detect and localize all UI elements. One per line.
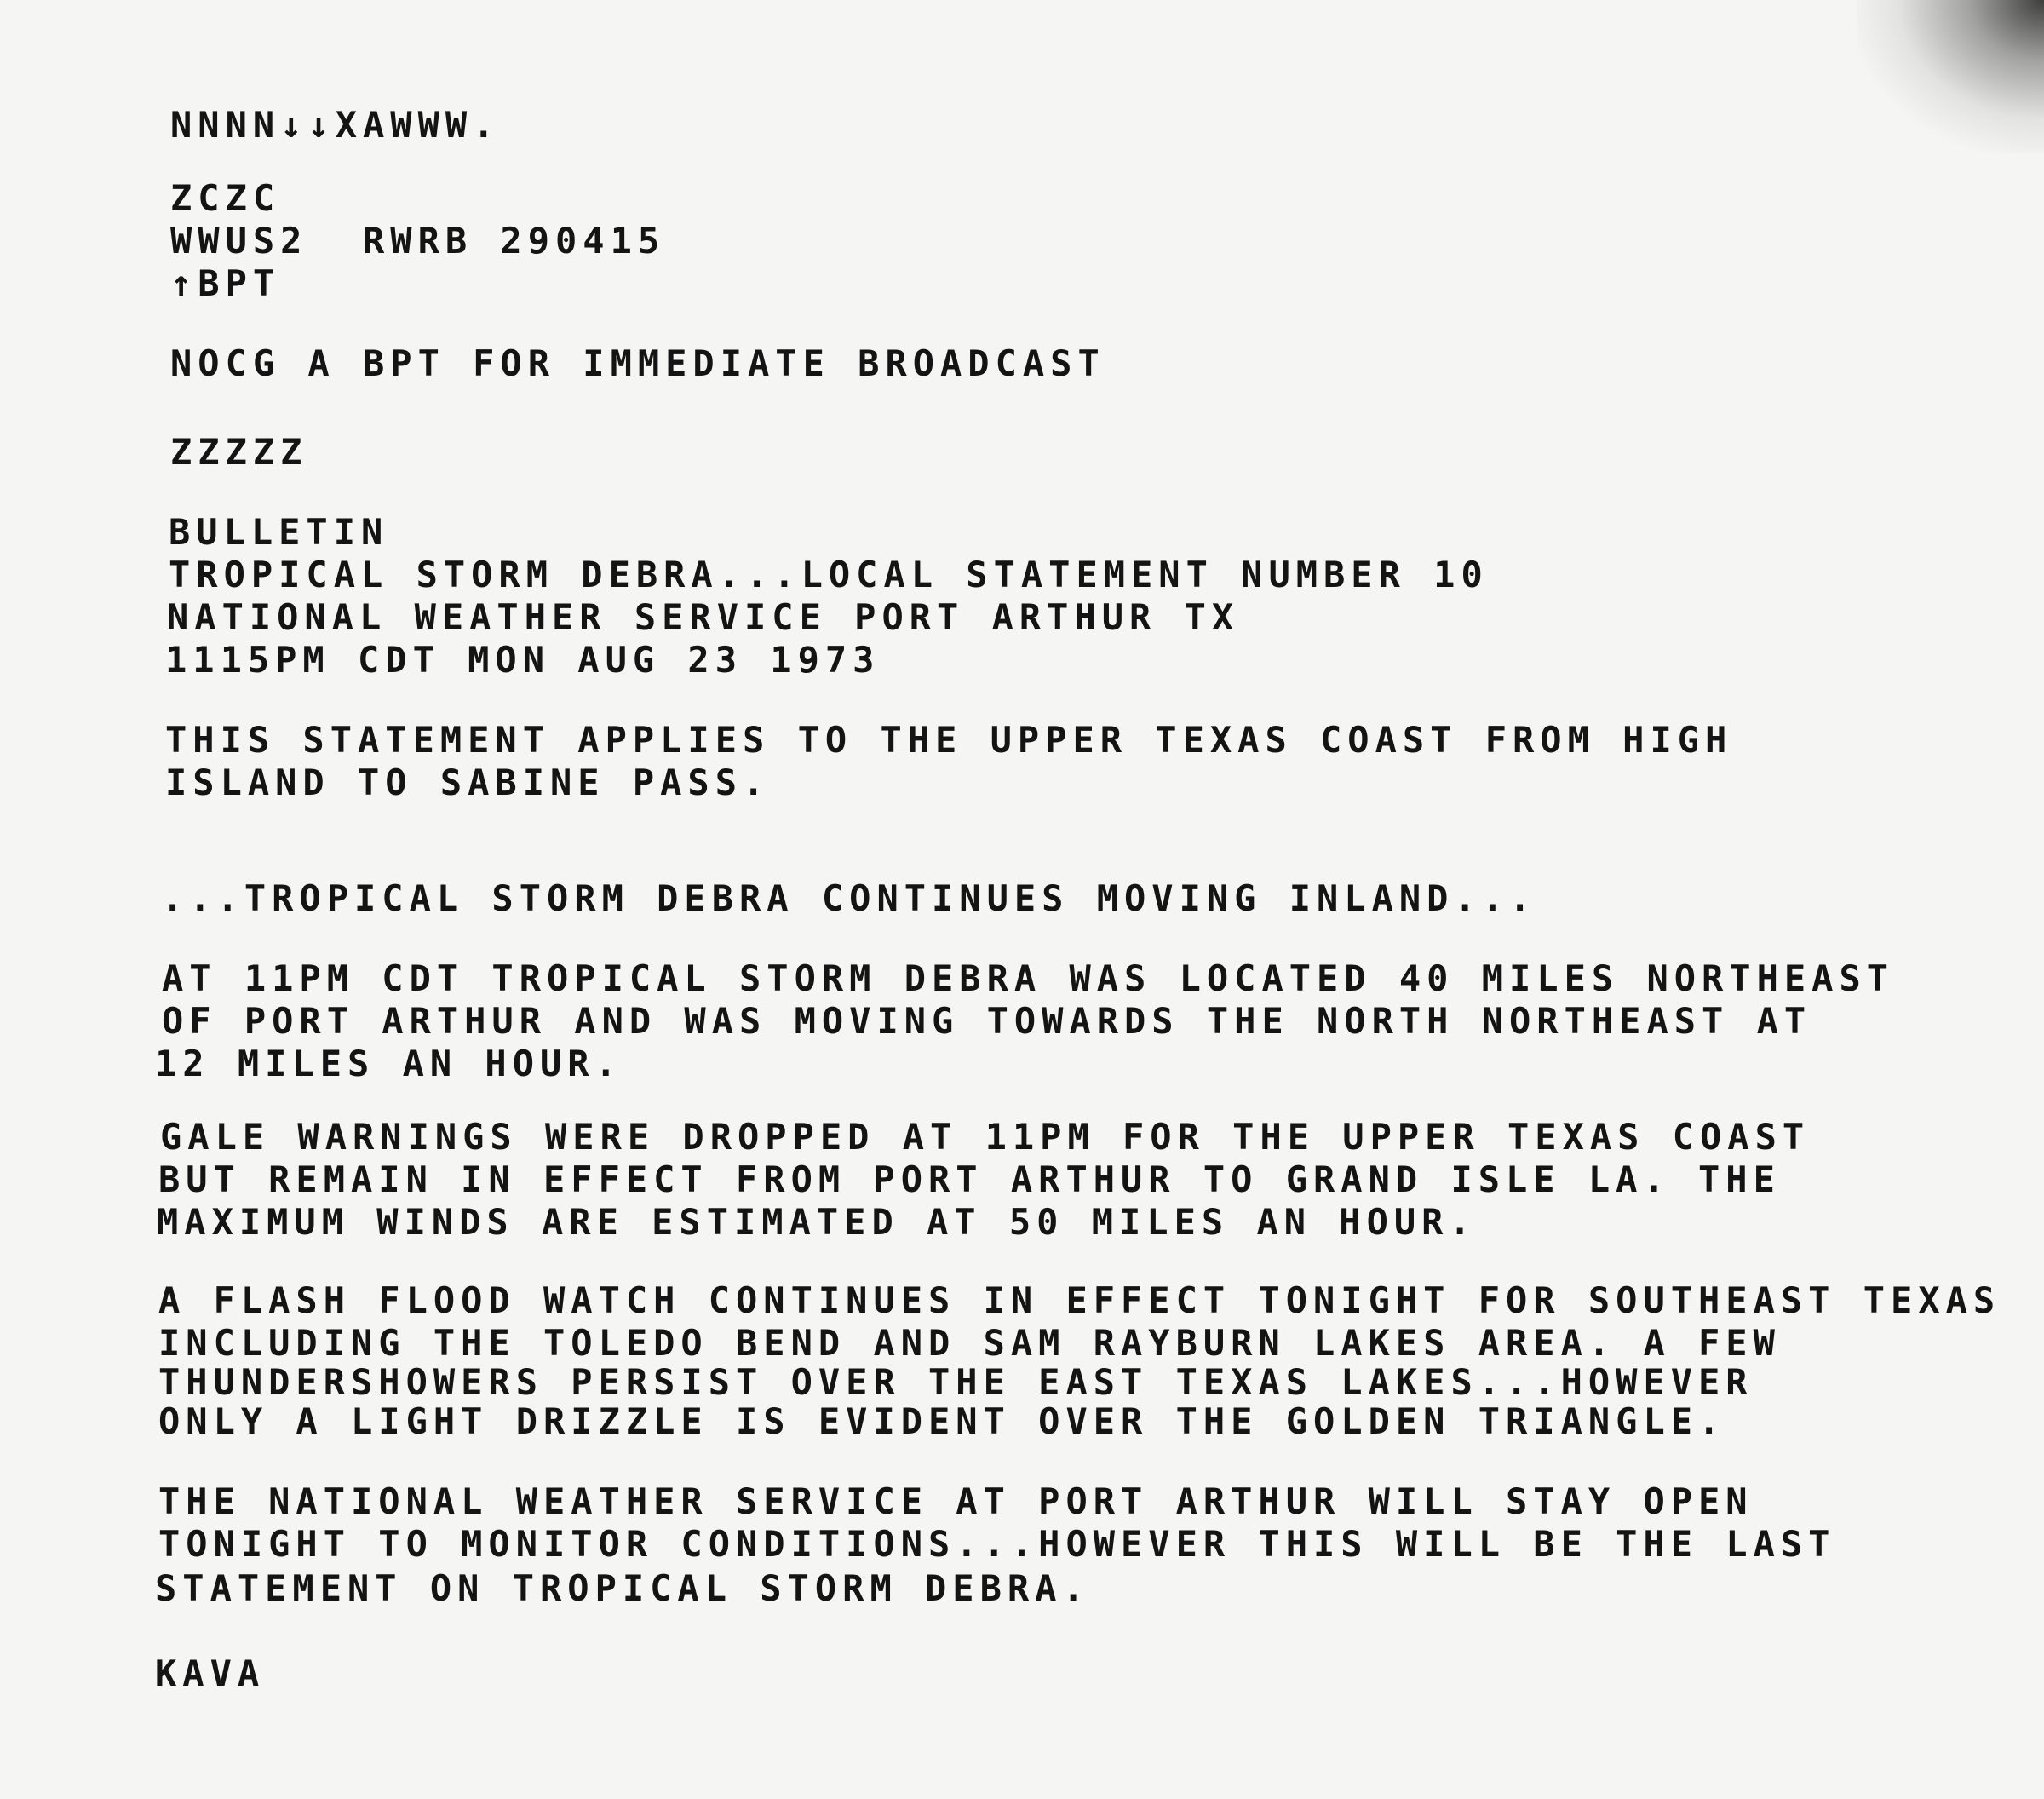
bulletin-office: NATIONAL WEATHER SERVICE PORT ARTHUR TX: [167, 596, 1240, 638]
header-line-2: ZCZC: [170, 177, 281, 219]
headline: ...TROPICAL STORM DEBRA CONTINUES MOVING INLAND...: [162, 877, 1537, 919]
applies-line-1: THIS STATEMENT APPLIES TO THE UPPER TEXAS COAST FROM HIGH: [165, 719, 1733, 761]
location-line-2: OF PORT ARTHUR AND WAS MOVING TOWARDS THE NORTH NORTHEAST AT: [162, 1000, 1812, 1042]
location-line-3: 12 MILES AN HOUR.: [155, 1043, 623, 1084]
gale-line-3: MAXIMUM WINDS ARE ESTIMATED AT 50 MILES AN HOUR.: [157, 1201, 1477, 1243]
gale-line-2: BUT REMAIN IN EFFECT FROM PORT ARTHUR TO GRAND ISLE LA. THE: [158, 1158, 1781, 1200]
bulletin-issued: 1115PM CDT MON AUG 23 1973: [165, 639, 881, 681]
gale-line-1: GALE WARNINGS WERE DROPPED AT 11PM FOR THE UPPER TEXAS COAST: [160, 1116, 1811, 1158]
header-line-5: NOCG A BPT FOR IMMEDIATE BROADCAST: [170, 342, 1105, 384]
header-line-1: NNNN↓↓XAWWW.: [170, 104, 501, 146]
bulletin-title: TROPICAL STORM DEBRA...LOCAL STATEMENT NUMBER 10: [169, 554, 1489, 595]
scan-speckle: [1857, 0, 2044, 153]
flood-line-4: ONLY A LIGHT DRIZZLE IS EVIDENT OVER THE GOLDEN TRIANGLE.: [158, 1400, 1726, 1442]
applies-line-2: ISLAND TO SABINE PASS.: [165, 762, 771, 803]
flood-line-2: INCLUDING THE TOLEDO BEND AND SAM RAYBURN LAKES AREA. A FEW: [158, 1322, 1781, 1364]
flood-line-1: A FLASH FLOOD WATCH CONTINUES IN EFFECT TONIGHT FOR SOUTHEAST TEXAS: [158, 1279, 2001, 1321]
location-line-1: AT 11PM CDT TROPICAL STORM DEBRA WAS LOCATED 40 MILES NORTHEAST: [162, 957, 1895, 999]
header-line-6: ZZZZZ: [170, 431, 308, 473]
office-line-1: THE NATIONAL WEATHER SERVICE AT PORT ARTHUR WILL STAY OPEN: [158, 1480, 1754, 1522]
header-line-3: WWUS2 RWRB 290415: [170, 220, 666, 262]
office-line-3: STATEMENT ON TROPICAL STORM DEBRA.: [155, 1567, 1090, 1609]
signature: KAVA: [155, 1652, 266, 1694]
office-line-2: TONIGHT TO MONITOR CONDITIONS...HOWEVER THIS WILL BE THE LAST: [158, 1523, 1836, 1565]
header-line-4: ↑BPT: [170, 262, 281, 304]
flood-line-3: THUNDERSHOWERS PERSIST OVER THE EAST TEXAS LAKES...HOWEVER: [158, 1361, 1754, 1403]
bulletin-label: BULLETIN: [169, 511, 389, 553]
